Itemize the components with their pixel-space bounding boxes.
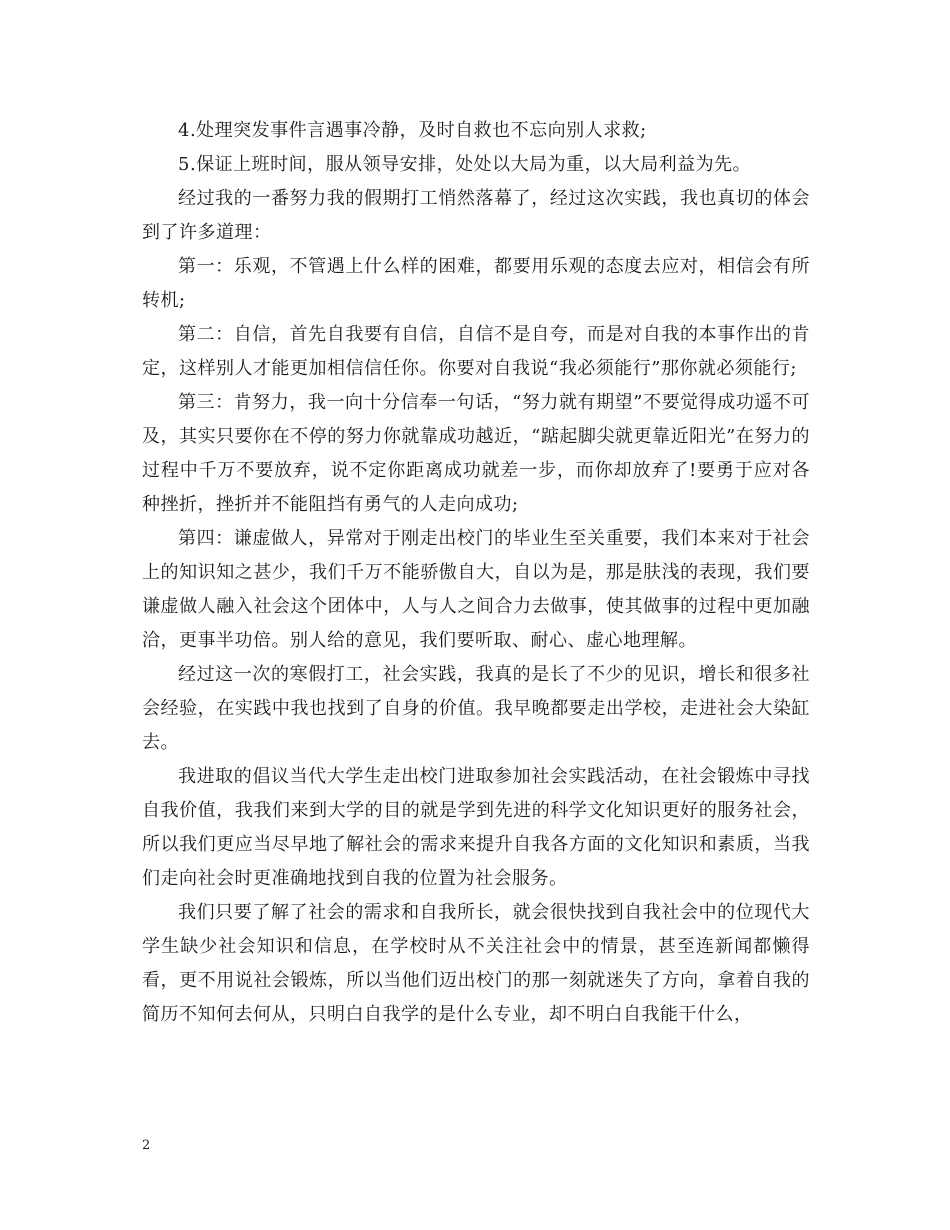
paragraph-summary-intro: 经过我的一番努力我的假期打工悄然落幕了，经过这次实践，我也真切的体会到了许多道理： — [142, 188, 810, 243]
paragraph-social-needs: 我们只要了解了社会的需求和自我所长，就会很快找到自我社会中的位现代大学生缺少社会知识和信息，在学校时从不关注社会中的情景，甚至连新闻都懒得看，更不用说社会锻炼，所以当他们迈出校门的那一刻就迷失了方向，拿着自我的简历不知何去何从，只明白自我学的是什么专业，却不明白自我能干什么， — [142, 902, 810, 1025]
paragraph-third-effort: 第三：肯努力，我一向十分信奉一句话，“努力就有期望”不要觉得成功遥不可及，其实只要你在不停的努力你就靠成功越近，“踮起脚尖就更靠近阳光”在努力的过程中千万不要放弃，说不定你距离成功就差一步，而你却放弃了!要勇于应对各种挫折，挫折并不能阻挡有勇气的人走向成功; — [142, 392, 810, 515]
page-number: 2 — [142, 1138, 151, 1153]
paragraph-first-optimism: 第一：乐观，不管遇上什么样的困难，都要用乐观的态度去应对，相信会有所转机; — [142, 256, 810, 311]
paragraph-item-5: 5.保证上班时间，服从领导安排，处处以大局为重，以大局利益为先。 — [178, 154, 752, 175]
paragraph-fourth-modesty: 第四：谦虚做人，异常对于刚走出校门的毕业生至关重要，我们本来对于社会上的知识知之甚少，我们千万不能骄傲自大，自以为是，那是肤浅的表现，我们要谦虚做人融入社会这个团体中，人与人之间合力去做事，使其做事的过程中更加融洽，更事半功倍。别人给的意见，我们要听取、耐心、虚心地理解。 — [142, 528, 810, 651]
body-text — [142, 114, 810, 1032]
paragraph-item-4: 4.处理突发事件言遇事冷静，及时自救也不忘向别人求救; — [178, 120, 647, 141]
paragraph-experience: 经过这一次的寒假打工，社会实践，我真的是长了不少的见识，增长和很多社会经验，在实践中我也找到了自身的价值。我早晚都要走出学校，走进社会大染缸去。 — [142, 664, 810, 753]
paragraph-second-confidence: 第二：自信，首先自我要有自信，自信不是自夸，而是对自我的本事作出的肯定，这样别人才能更加相信信任你。你要对自我说“我必须能行”那你就必须能行; — [142, 324, 810, 379]
paragraph-proposal: 我进取的倡议当代大学生走出校门进取参加社会实践活动，在社会锻炼中寻找自我价值，我我们来到大学的目的就是学到先进的科学文化知识更好的服务社会，所以我们更应当尽早地了解社会的需求来提升自我各方面的文化知识和素质，当我们走向社会时更准确地找到自我的位置为社会服务。 — [142, 766, 810, 889]
